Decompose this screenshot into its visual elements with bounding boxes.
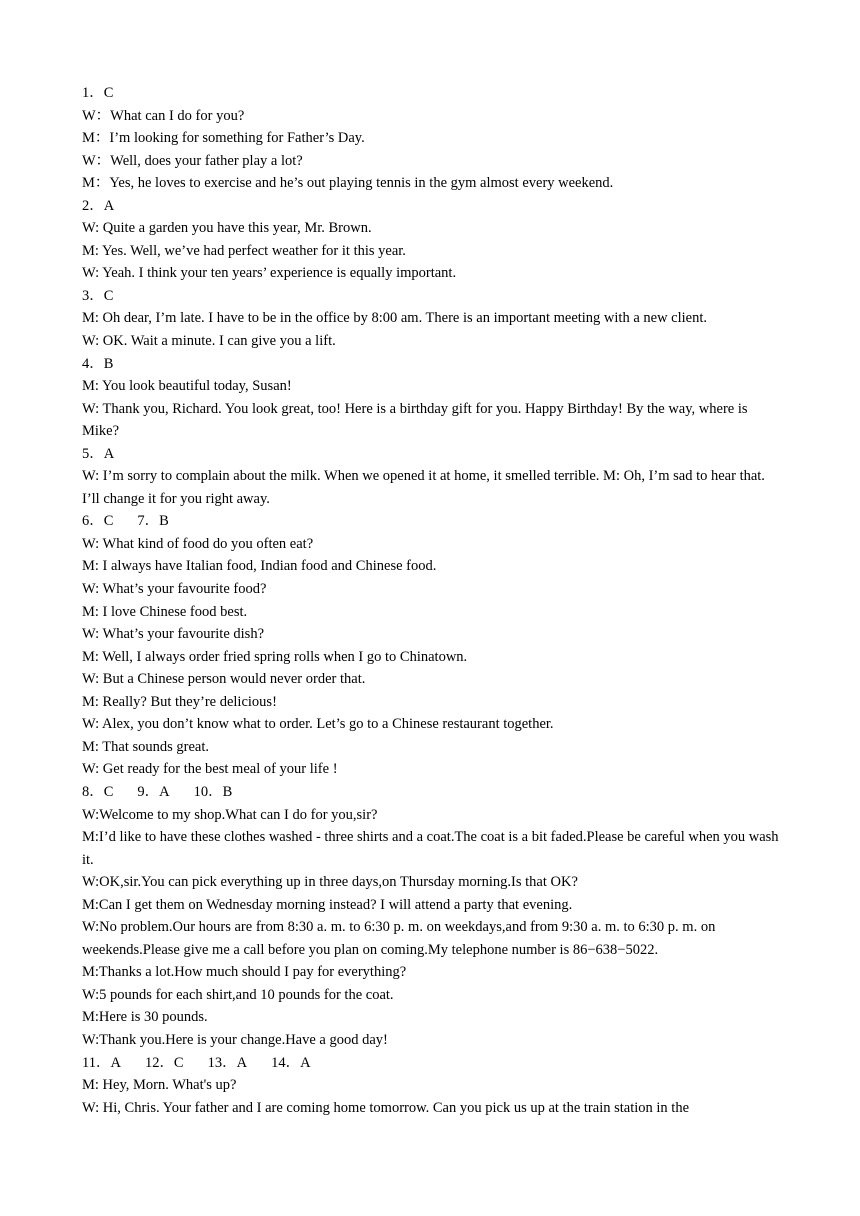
answer-key-item: 14．A — [271, 1054, 311, 1071]
dialogue-line: W:Welcome to my shop.What can I do for you,sir? — [82, 806, 378, 823]
dialogue-line: M: That sounds great. — [82, 738, 209, 755]
dialogue-line: W: Alex, you don’t know what to order. Let’s go to a Chinese restaurant together. — [82, 716, 554, 733]
answer-key-line — [82, 510, 782, 533]
dialogue-line: M: I love Chinese food best. — [82, 603, 248, 620]
answer-key-line: 4．B — [82, 355, 114, 372]
dialogue-line: M:Thanks a lot.How much should I pay for everything? — [82, 964, 407, 981]
dialogue-line: W：Well, does your father play a lot? — [82, 152, 303, 169]
dialogue-line: W: What’s your favourite dish? — [82, 626, 265, 643]
dialogue-line: W: Get ready for the best meal of your life ! — [82, 761, 338, 778]
dialogue-line: M: You look beautiful today, Susan! — [82, 378, 292, 395]
dialogue-line: M:I’d like to have these clothes washed - three shirts and a coat.The coat is a bit faded.Please be careful when you wash it. — [82, 829, 779, 868]
answer-key-line: 5．A — [82, 445, 115, 462]
dialogue-line: M: Well, I always order fried spring rolls when I go to Chinatown. — [82, 648, 468, 665]
dialogue-line: W:OK,sir.You can pick everything up in three days,on Thursday morning.Is that OK? — [82, 874, 578, 891]
answer-key-item: 6．C — [82, 513, 114, 530]
dialogue-line: M: Oh dear, I’m late. I have to be in the office by 8:00 am. There is an important meeting with a new client. — [82, 310, 708, 327]
dialogue-line: M: I always have Italian food, Indian food and Chinese food. — [82, 558, 437, 575]
answer-key-line — [82, 781, 782, 804]
answer-key-item: 12．C — [144, 1054, 184, 1071]
answer-key-line: 2．A — [82, 197, 115, 214]
dialogue-line: W: Hi, Chris. Your father and I are coming home tomorrow. Can you pick us up at the train station in the — [82, 1099, 690, 1116]
dialogue-line: W: What’s your favourite food? — [82, 581, 267, 598]
dialogue-line: W:5 pounds for each shirt,and 10 pounds for the coat. — [82, 986, 394, 1003]
answer-key-item: 7．B — [137, 513, 169, 530]
answer-key-line — [82, 1052, 782, 1075]
dialogue-line: W:Thank you.Here is your change.Have a good day! — [82, 1031, 388, 1048]
answer-key-line: 1．C — [82, 85, 114, 101]
dialogue-line: W：What can I do for you? — [82, 107, 245, 124]
dialogue-line: M:Here is 30 pounds. — [82, 1009, 208, 1026]
dialogue-line: M：Yes, he loves to exercise and he’s out playing tennis in the gym almost every weekend. — [82, 175, 614, 192]
dialogue-line: W: I’m sorry to complain about the milk. When we opened it at home, it smelled terrible. M: Oh, I’m sad to hear that. I’ll change it for you right away. — [82, 468, 765, 507]
answer-key-item: 11．A — [82, 1054, 121, 1071]
dialogue-line: M: Really? But they’re delicious! — [82, 693, 277, 710]
dialogue-line: M：I’m looking for something for Father’s Day. — [82, 130, 365, 147]
dialogue-line: W: But a Chinese person would never order that. — [82, 671, 366, 688]
dialogue-line: M: Hey, Morn. What's up? — [82, 1077, 237, 1094]
dialogue-line: W:No problem.Our hours are from 8:30 a. m. to 6:30 p. m. on weekdays,and from 9:30 a. m. to 6:30 p. m. on weekends.Please give me a call before you plan on coming.My telephone number is 86−638−5022. — [82, 919, 716, 958]
answer-key-line: 3．C — [82, 287, 114, 304]
transcript-page — [82, 82, 782, 1119]
dialogue-line: M:Can I get them on Wednesday morning instead? I will attend a party that evening. — [82, 896, 573, 913]
dialogue-line: W: OK. Wait a minute. I can give you a lift. — [82, 333, 336, 350]
answer-key-item: 13．A — [207, 1054, 248, 1071]
answer-key-item: 8．C — [82, 783, 114, 800]
dialogue-line: W: Thank you, Richard. You look great, too! Here is a birthday gift for you. Happy Birthday! By the way, where is Mike? — [82, 400, 748, 440]
dialogue-line: W: Yeah. I think your ten years’ experience is equally important. — [82, 265, 457, 282]
answer-key-item: 9．A — [137, 783, 170, 800]
dialogue-line: M: Yes. Well, we’ve had perfect weather for it this year. — [82, 242, 406, 259]
dialogue-line: W: What kind of food do you often eat? — [82, 535, 314, 552]
dialogue-line: W: Quite a garden you have this year, Mr. Brown. — [82, 220, 372, 237]
answer-key-item: 10．B — [193, 783, 233, 800]
